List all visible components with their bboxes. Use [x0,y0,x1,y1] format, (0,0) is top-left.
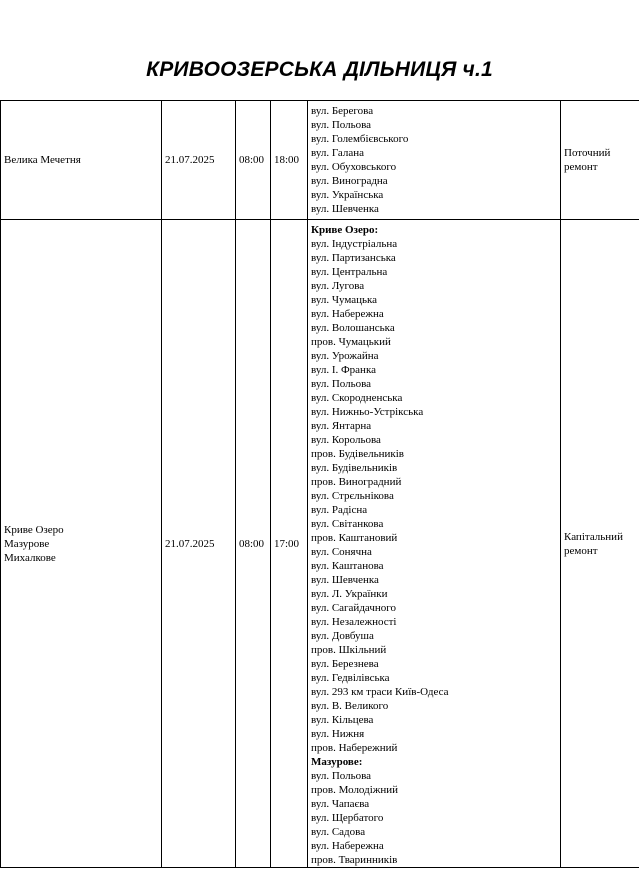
start-time-cell: 08:00 [236,101,271,220]
page-title: КРИВООЗЕРСЬКА ДІЛЬНИЦЯ ч.1 [146,58,493,81]
street-item: вул. Нижня [311,728,365,740]
street-item: вул. Індустріальна [311,238,398,250]
street-item: вул. Незалежності [311,616,397,628]
street-item: вул. Українська [311,189,384,201]
street-item: вул. Садова [311,826,366,838]
street-item: вул. Шевченка [311,574,379,586]
street-item: вул. Кільцева [311,714,374,726]
settlement-name: Криве Озеро [4,523,64,536]
street-item: вул. Радісна [311,504,368,516]
settlements-cell [1,220,162,868]
street-item: вул. Урожайна [311,350,379,362]
street-item: вул. Будівельників [311,462,398,474]
street-item: вул. Скородненська [311,392,403,404]
street-item: вул. Корольова [311,434,381,446]
street-item: пров. Молодіжний [311,784,399,796]
street-item: вул. 293 км траси Київ-Одеса [311,686,449,698]
table-row [1,220,639,868]
street-item: пров. Набережний [311,742,398,754]
work-type-text: ремонт [564,161,598,173]
street-item: вул. Березнева [311,658,379,670]
schedule-table [0,100,639,868]
street-item: пров. Тваринників [311,854,398,866]
streets-cell [308,101,561,220]
street-item: вул. Польова [311,770,372,782]
date-cell: 21.07.2025 [162,220,236,868]
street-item: вул. Сагайдачного [311,602,397,614]
settlement-name: Велика Мечетня [4,154,81,166]
street-item: пров. Виноградний [311,476,402,488]
street-item: вул. Галана [311,147,365,159]
work-type-text: ремонт [564,544,598,557]
end-time-cell: 18:00 [271,101,308,220]
street-item: вул. І. Франка [311,364,377,376]
street-item: пров. Чумацький [311,336,391,348]
street-item: пров. Шкільний [311,644,387,656]
street-item: вул. Сонячна [311,546,372,558]
street-item: вул. Чумацька [311,294,378,306]
street-item: пров. Будівельників [311,448,404,460]
work-type-cell [561,101,639,220]
street-item: пров. Каштановий [311,532,398,544]
street-item: вул. Виноградна [311,175,388,187]
settlement-header: Криве Озеро: [311,224,379,236]
street-item: вул. Янтарна [311,420,372,432]
street-item: вул. Л. Українки [311,588,388,600]
street-item: вул. Центральна [311,266,388,278]
street-item: вул. Шевченка [311,203,379,215]
date-cell: 21.07.2025 [162,101,236,220]
work-type-text: Поточний [564,147,611,159]
street-item: вул. Берегова [311,105,374,117]
street-item: вул. Голембієвського [311,133,409,145]
street-item: вул. Партизанська [311,252,396,264]
streets-cell [308,220,561,868]
street-item: вул. Лугова [311,280,365,292]
street-item: вул. Набережна [311,308,384,320]
settlement-header: Мазурове: [311,756,363,768]
settlement-name: Мазурове [4,537,50,550]
street-item: вул. Чапаєва [311,798,370,810]
settlements-cell [1,101,162,220]
work-type-cell [561,220,639,868]
street-item: вул. Стрєльнікова [311,490,394,502]
street-item: вул. В. Великого [311,700,389,712]
street-item: вул. Довбуша [311,630,374,642]
street-item: вул. Гедвілівська [311,672,390,684]
settlement-name: Михалкове [4,551,56,564]
street-item: вул. Польова [311,378,372,390]
table-row [1,101,639,220]
street-item: вул. Обуховського [311,161,397,173]
street-item: вул. Каштанова [311,560,384,572]
street-item: вул. Нижньо-Устрікська [311,406,424,418]
street-item: вул. Щербатого [311,812,384,824]
street-item: вул. Волошанська [311,322,395,334]
start-time-cell: 08:00 [236,220,271,868]
street-item: вул. Світанкова [311,518,384,530]
street-item: вул. Набережна [311,840,384,852]
end-time-cell: 17:00 [271,220,308,868]
street-item: вул. Польова [311,119,372,131]
work-type-text: Капітальний [564,530,623,543]
